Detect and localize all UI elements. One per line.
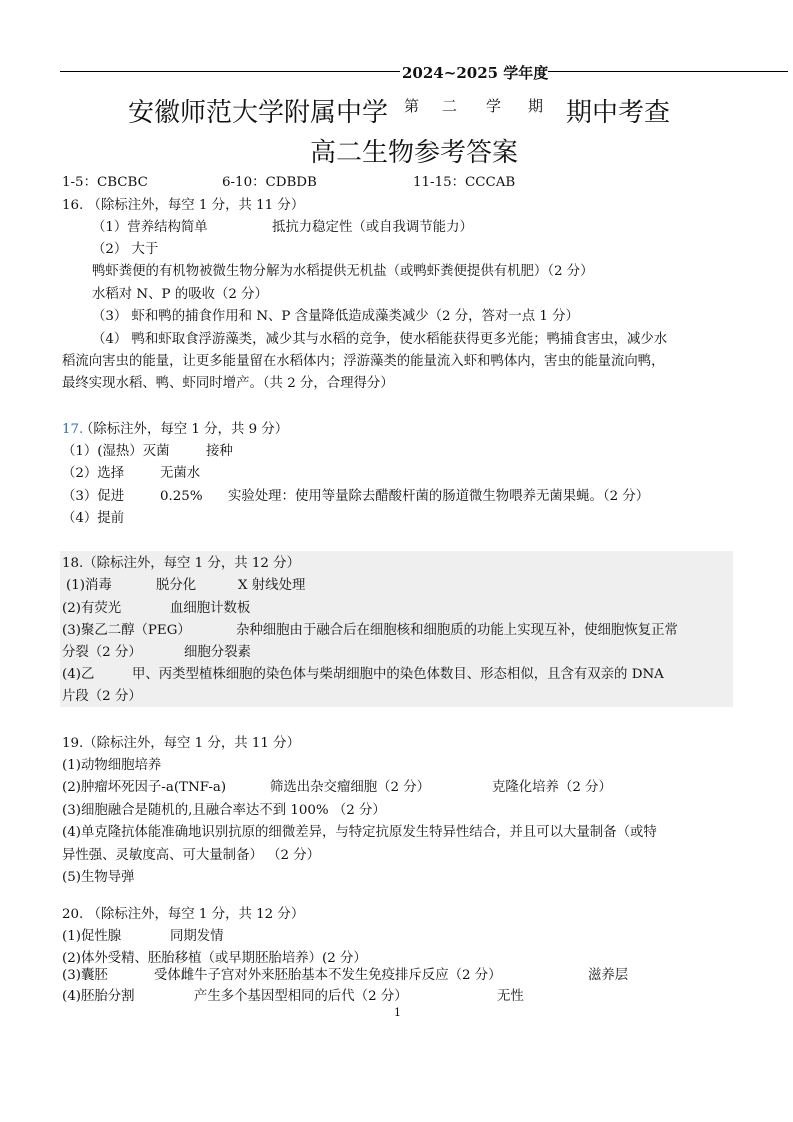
q19-line4: (4)单克隆抗体能准确地识别抗原的细微差异，与特定抗原发生特异性结合，并且可以大量制备（或特 (62, 825, 657, 840)
mc-answers-6-10: 6-10：CDBDB (222, 175, 317, 190)
q18-line1-a: (1)消毒 (66, 578, 112, 593)
q19-heading: 19.（除标注外，每空 1 分，共 11 分） (62, 736, 300, 751)
q18-line3-a: (3)聚乙二醇（PEG） (62, 623, 191, 638)
q18-line1-c: X 射线处理 (238, 578, 306, 593)
q19-line6: (5)生物导弹 (62, 870, 135, 885)
q16-line8: 最终实现水稻、鸭、虾同时增产。（共 2 分，合理得分） (62, 376, 394, 391)
q19-line2-a: (2)肿瘤坏死因子-a(TNF-a) (62, 780, 227, 795)
q16-line7: 稻流向害虫的能量，让更多能量留在水稻体内；浮游藻类的能量流入虾和鸭体内，害虫的能量流向鸭， (62, 354, 665, 369)
q19-line5: 异性强、灵敏度高、可大量制备） （2 分） (62, 848, 321, 863)
q20-line3-b: 受体雌牛子宫对外来胚胎基本不发生免疫排斥反应（2 分） (154, 968, 502, 983)
q16-line6: （4） 鸭和虾取食浮游藻类，减少其与水稻的竞争，使水稻能获得更多光能；鸭捕食害虫，减少水 (92, 332, 668, 347)
q18-line5-a: (4)乙 (62, 667, 95, 682)
q17-line1-a: （1）(湿热）灭菌 (62, 444, 170, 459)
q16-line5: （3） 虾和鸭的捕食作用和 N、P 含量降低造成藻类减少（2 分，答对一点 1 分） (92, 309, 579, 324)
page-number: 1 (394, 1006, 401, 1019)
q19-line3: (3)细胞融合是随机的,且融合率达不到 100% （2 分） (62, 803, 386, 818)
q20-line4-c: 无性 (497, 989, 524, 1004)
q16-heading: 16. （除标注外，每空 1 分，共 11 分） (62, 198, 305, 213)
q16-line1-b: 抵抗力稳定性（或自我调节能力） (272, 220, 473, 235)
school-year: 2024~2025 学年度 (402, 64, 549, 82)
term-char-1: 第 (404, 97, 420, 115)
mc-answers-1-5: 1-5：CBCBC (62, 175, 148, 190)
q20-line3-c: 滋养层 (588, 968, 629, 983)
q20-line1-b: 同期发情 (170, 929, 224, 944)
q17-line3-b: 0.25% (160, 489, 203, 504)
term-char-4: 期 (528, 97, 544, 115)
q17-line3-c: 实验处理：使用等量除去醋酸杆菌的肠道微生物喂养无菌果蝇。（2 分） (228, 489, 650, 504)
q18-line2-b: 血细胞计数板 (170, 601, 251, 616)
term-char-3: 学 (486, 97, 502, 115)
q16-line3: 鸭虾粪便的有机物被微生物分解为水稻提供无机盐（或鸭虾粪便提供有机肥）（2 分） (92, 264, 594, 279)
q18-line6: 片段（2 分） (62, 689, 142, 704)
q18-line1-b: 脱分化 (156, 578, 197, 593)
q18-line5-b: 甲、丙类型植株细胞的染色体与柴胡细胞中的染色体数目、形态相似，且含有双亲的 DNA (132, 667, 664, 682)
q17-line2-b: 无菌水 (160, 466, 201, 481)
q20-line4-a: (4)胚胎分割 (62, 989, 135, 1004)
q18-heading: 18.（除标注外，每空 1 分，共 12 分） (62, 556, 300, 571)
term-char-2: 二 (442, 97, 458, 115)
q18-line4-a: 分裂（2 分） (62, 645, 142, 660)
header-rule-right (548, 71, 788, 72)
q19-line1: (1)动物细胞培养 (62, 758, 162, 773)
q20-heading: 20. （除标注外，每空 1 分，共 12 分） (62, 907, 305, 922)
mc-answers-11-15: 11-15：CCCAB (413, 175, 516, 190)
q20-line3-a: (3)囊胚 (62, 968, 108, 983)
q17-line3-a: （3）促进 (62, 489, 125, 504)
q17-line1-b: 接种 (206, 444, 233, 459)
q20-line2: (2)体外受精、胚胎移植（或早期胚胎培养）(2 分） (62, 951, 367, 966)
q16-line2: （2） 大于 (92, 242, 159, 257)
q17-heading: （除标注外，每空 1 分，共 9 分） (80, 422, 289, 437)
page-title: 高二生物参考答案 (310, 138, 519, 168)
header-rule-left (60, 71, 400, 72)
q19-line2-b: 筛选出杂交瘤细胞（2 分） (270, 780, 431, 795)
exam-name: 期中考查 (566, 98, 671, 128)
q19-line2-c: 克隆化培养（2 分） (492, 780, 612, 795)
school-name: 安徽师范大学附属中学 (128, 98, 389, 128)
q16-line4: 水稻对 N、P 的吸收（2 分） (92, 287, 268, 302)
q18-line3-b: 杂种细胞由于融合后在细胞核和细胞质的功能上实现互补，使细胞恢复正常 (236, 623, 678, 638)
q20-line4-b: 产生多个基因型相同的后代（2 分） (194, 989, 408, 1004)
q16-line1-a: （1）营养结构简单 (92, 220, 208, 235)
q18-line4-b: 细胞分裂素 (184, 645, 251, 660)
q18-line2-a: (2)有荧光 (62, 601, 122, 616)
q20-line1-a: (1)促性腺 (62, 929, 122, 944)
q17-number: 17. (62, 422, 84, 437)
q17-line4: （4）提前 (62, 511, 125, 526)
q17-line2-a: （2）选择 (62, 466, 125, 481)
